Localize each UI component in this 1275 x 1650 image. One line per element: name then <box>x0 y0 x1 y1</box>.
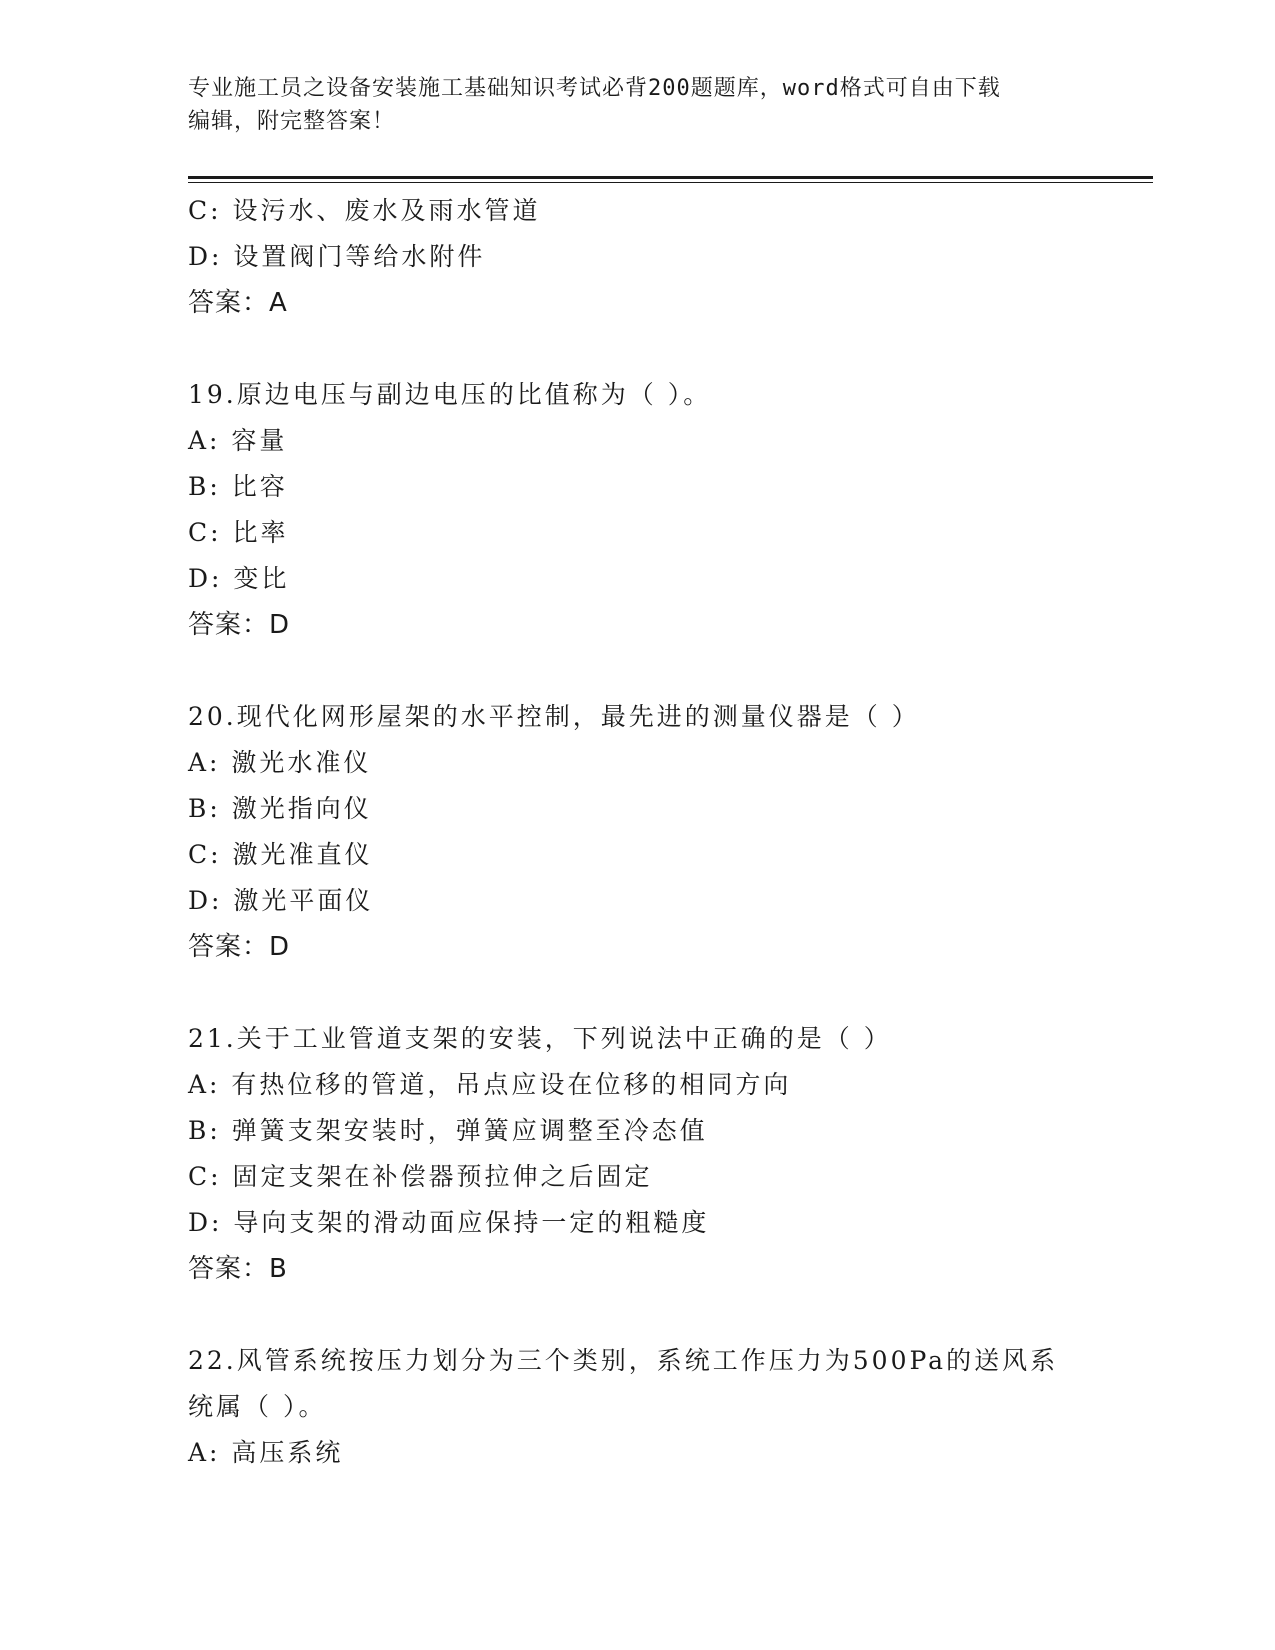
question-block-21 <box>188 1016 1118 1292</box>
question-block-19 <box>188 372 1118 648</box>
option-b: B: 激光指向仪 <box>188 794 372 823</box>
question-text: 21.关于工业管道支架的安装，下列说法中正确的是（ ） <box>188 1024 892 1053</box>
answer-line: 答案：D <box>188 932 291 962</box>
document-header <box>188 72 1068 138</box>
question-block-20 <box>188 694 1118 970</box>
answer-line: 答案：A <box>188 288 288 318</box>
question-text: 20.现代化网形屋架的水平控制，最先进的测量仪器是（ ） <box>188 702 920 731</box>
question-list <box>188 188 1118 1476</box>
option-a: A: 容量 <box>188 426 288 455</box>
header-divider-thin <box>188 182 1153 183</box>
question-text-line-1: 22.风管系统按压力划分为三个类别，系统工作压力为500Pa的送风系 <box>188 1346 1059 1375</box>
header-line-2: 编辑，附完整答案！ <box>188 109 396 134</box>
spacer <box>188 648 1118 694</box>
option-c: C: 固定支架在补偿器预拉伸之后固定 <box>188 1162 653 1191</box>
spacer <box>188 970 1118 1016</box>
question-text-line-2: 统属（ ）。 <box>188 1392 327 1421</box>
spacer <box>188 1292 1118 1338</box>
spacer <box>188 326 1118 372</box>
question-block-18 <box>188 188 1118 326</box>
option-c: C: 激光准直仪 <box>188 840 373 869</box>
answer-line: 答案：D <box>188 610 291 640</box>
question-text: 19.原边电压与副边电压的比值称为（ ）。 <box>188 380 712 409</box>
option-a: A: 高压系统 <box>188 1438 344 1467</box>
question-block-22 <box>188 1338 1118 1476</box>
header-line-1: 专业施工员之设备安装施工基础知识考试必背200题题库，word格式可自由下载 <box>188 76 1001 101</box>
option-b: B: 弹簧支架安装时，弹簧应调整至冷态值 <box>188 1116 708 1145</box>
option-d: D: 激光平面仪 <box>188 886 374 915</box>
option-d: D: 设置阀门等给水附件 <box>188 242 486 271</box>
option-b: B: 比容 <box>188 472 288 501</box>
header-divider-thick <box>188 176 1153 179</box>
option-c: C: 比率 <box>188 518 289 547</box>
answer-line: 答案：B <box>188 1254 288 1284</box>
option-a: A: 激光水准仪 <box>188 748 372 777</box>
option-d: D: 导向支架的滑动面应保持一定的粗糙度 <box>188 1208 710 1237</box>
option-a: A: 有热位移的管道，吊点应设在位移的相同方向 <box>188 1070 792 1099</box>
option-d: D: 变比 <box>188 564 290 593</box>
option-c: C: 设污水、废水及雨水管道 <box>188 196 541 225</box>
